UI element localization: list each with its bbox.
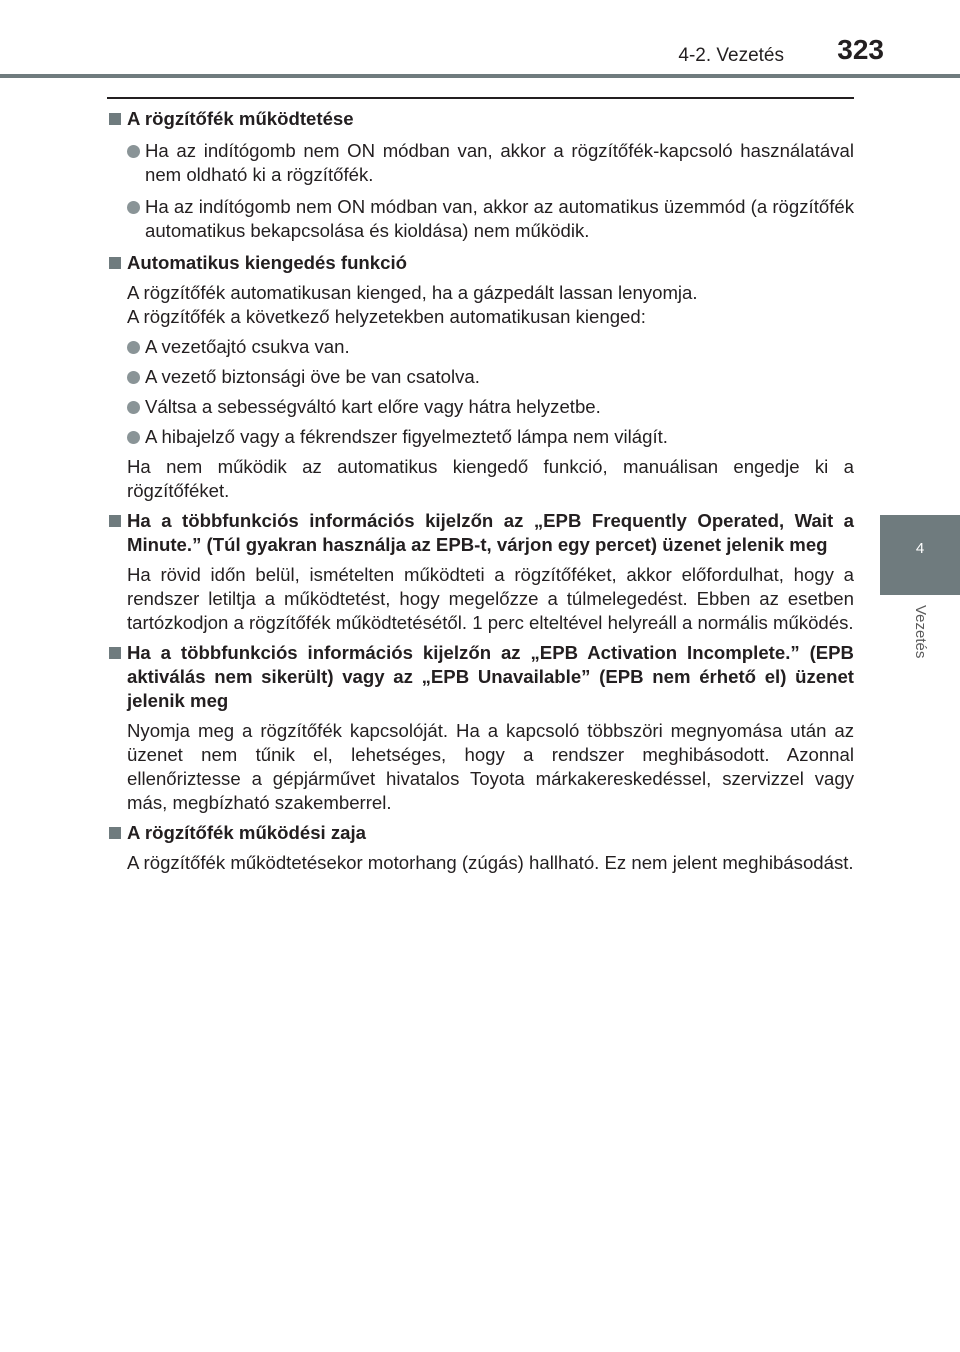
paragraph: Ha nem működik az automatikus kiengedő funkció, manuálisan engedje ki a rögzítőféket. <box>127 456 854 501</box>
list-item: Váltsa a sebességváltó kart előre vagy hátra helyzetbe. <box>107 395 854 419</box>
header-divider <box>0 74 960 78</box>
list-item: A vezető biztonsági öve be van csatolva. <box>107 365 854 389</box>
page-content <box>107 107 854 875</box>
paragraph: Nyomja meg a rögzítőfék kapcsolóját. Ha a kapcsoló többszöri megnyomása után az üzenet nem tűnik el, lehetséges, hogy a rendszer meghibásodott. Azonnal ellenőriztesse a gépjárművet hivatalos Toyota márkakereskedéssel, szervizzel vagy más, megbízható szakemberrel. <box>127 720 854 813</box>
heading-operating-noise: A rögzítőfék működési zaja <box>107 821 854 845</box>
list-item: A hibajelző vagy a fékrendszer figyelmeztető lámpa nem világít. <box>107 425 854 449</box>
paragraph: A rögzítőfék működtetésekor motorhang (zúgás) hallható. Ez nem jelent meghibásodást. <box>127 852 854 873</box>
chapter-tab-label: Vezetés <box>912 605 929 659</box>
paragraph: Ha rövid időn belül, ismételten működteti a rögzítőféket, akkor előfordulhat, hogy a rendszer letiltja a működtetést, hogy megelőzze a túlmelegedést. Ebben az esetben tartózkodjon a rögzítőfék működtetésétől. 1 perc elteltével helyreáll a normális működés. <box>127 564 854 633</box>
heading-auto-release: Automatikus kiengedés funkció <box>107 251 854 275</box>
heading-frequently-operated-message: Ha a többfunkciós információs kijelzőn az „EPB Frequently Operated, Wait a Minute.” (Túl gyakran használja az EPB-t, várjon egy percet) üzenet jelenik meg <box>107 509 854 557</box>
heading-parking-brake-operation: A rögzítőfék működtetése <box>107 107 854 131</box>
list-item: A vezetőajtó csukva van. <box>107 335 854 359</box>
page-number: 323 <box>837 34 884 65</box>
section-title: 4-2. Vezetés <box>678 45 784 66</box>
paragraph: A rögzítőfék a következő helyzetekben automatikusan kienged: <box>127 306 646 327</box>
content-top-rule <box>107 97 854 99</box>
heading-activation-incomplete-message: Ha a többfunkciós információs kijelzőn az „EPB Activation Incomplete.” (EPB aktiválás nem sikerült) vagy az „EPB Unavailable” (EPB nem érhető el) üzenet jelenik meg <box>107 641 854 713</box>
paragraph: A rögzítőfék automatikusan kienged, ha a gázpedált lassan lenyomja. <box>127 282 698 303</box>
list-item: Ha az indítógomb nem ON módban van, akkor a rögzítőfék-kapcsoló használatával nem oldható ki a rögzítőfék. <box>107 139 854 187</box>
list-item: Ha az indítógomb nem ON módban van, akkor az automatikus üzemmód (a rögzítőfék automatikus bekapcsolása és kioldása) nem működik. <box>107 195 854 243</box>
chapter-tab-number: 4 <box>915 540 925 557</box>
